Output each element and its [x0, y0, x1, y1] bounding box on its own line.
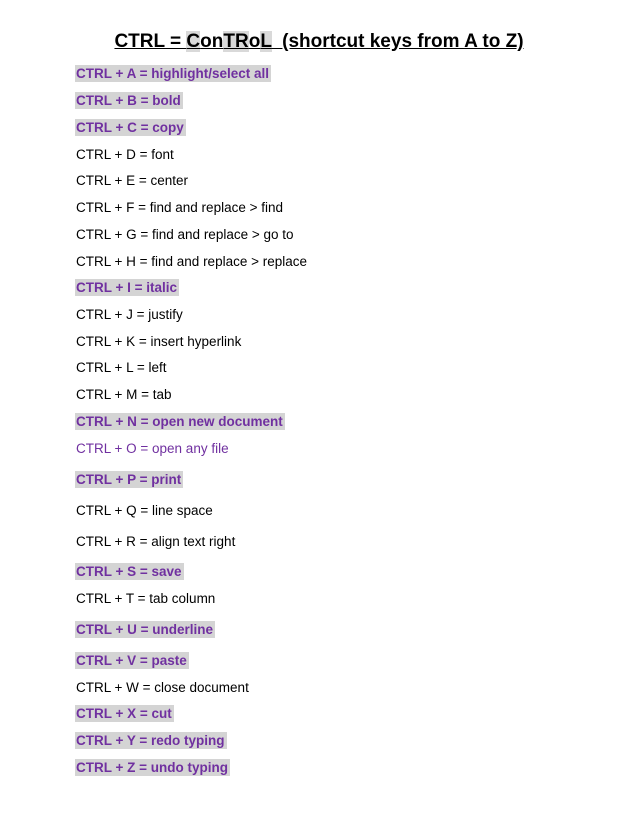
shortcut-line-o: CTRL + O = open any file	[76, 441, 229, 456]
shortcut-line-j: CTRL + J = justify	[76, 307, 183, 322]
title-part-e: o	[248, 31, 261, 52]
shortcut-line-e: CTRL + E = center	[76, 173, 189, 188]
shortcut-line-l: CTRL + L = left	[76, 360, 167, 375]
shortcut-line-q: CTRL + Q = line space	[76, 503, 213, 518]
shortcut-line-d: CTRL + D = font	[76, 147, 174, 162]
shortcut-line-n: CTRL + N = open new document	[76, 414, 283, 429]
title-part-d: TR	[223, 31, 249, 52]
title-part-b: C	[186, 31, 201, 52]
shortcut-line-i: CTRL + I = italic	[76, 280, 178, 295]
shortcut-line-f: CTRL + F = find and replace > find	[76, 200, 283, 215]
shortcut-line-t: CTRL + T = tab column	[76, 591, 216, 606]
title-part-f: L	[260, 31, 272, 52]
shortcut-line-z: CTRL + Z = undo typing	[76, 760, 228, 775]
shortcut-line-b: CTRL + B = bold	[76, 93, 181, 108]
shortcut-line-v: CTRL + V = paste	[76, 653, 187, 668]
shortcut-line-u: CTRL + U = underline	[76, 622, 214, 637]
shortcut-line-g: CTRL + G = find and replace > go to	[76, 227, 294, 242]
shortcut-line-c: CTRL + C = copy	[76, 120, 184, 135]
shortcut-line-a: CTRL + A = highlight/select all	[76, 66, 270, 81]
shortcut-line-y: CTRL + Y = redo typing	[76, 733, 225, 748]
shortcut-line-m: CTRL + M = tab	[76, 387, 172, 402]
title-part-c: on	[200, 31, 224, 52]
shortcut-line-x: CTRL + X = cut	[76, 706, 172, 721]
page-title	[0, 30, 638, 54]
title-part-a: CTRL =	[114, 31, 187, 52]
shortcut-line-w: CTRL + W = close document	[76, 680, 249, 695]
title-part-g: (shortcut keys from A to Z)	[271, 31, 524, 52]
shortcut-line-k: CTRL + K = insert hyperlink	[76, 334, 242, 349]
shortcut-line-r: CTRL + R = align text right	[76, 534, 236, 549]
shortcut-line-p: CTRL + P = print	[76, 472, 182, 487]
shortcut-line-s: CTRL + S = save	[76, 564, 182, 579]
shortcut-line-h: CTRL + H = find and replace > replace	[76, 254, 308, 269]
